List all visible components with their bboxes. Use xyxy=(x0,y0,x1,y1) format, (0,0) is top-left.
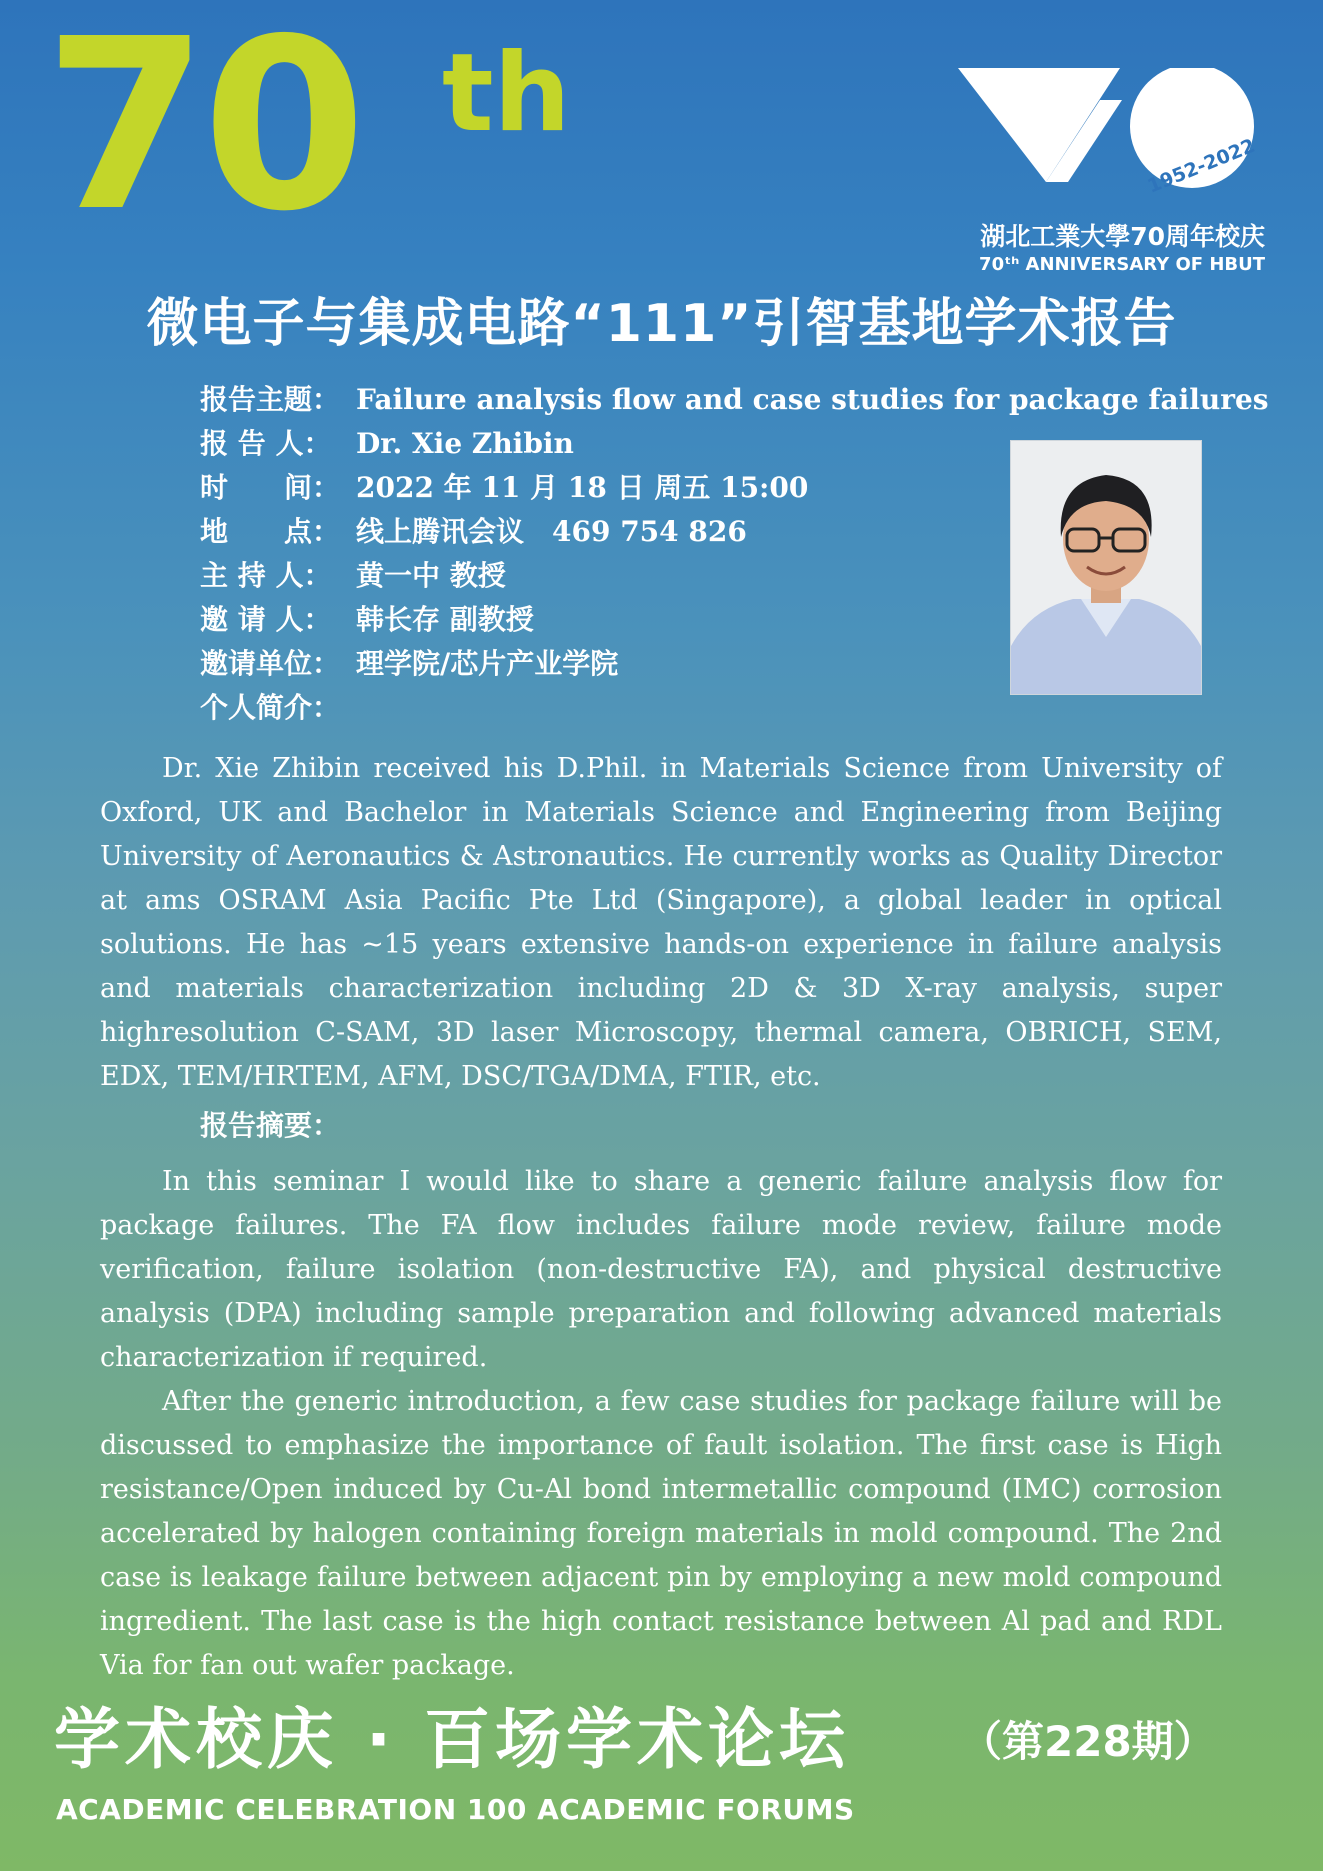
abstract-paragraph: After the generic introduction, a few case studies for package failure will be discussed to emphasize the importance of fault isolation. The first case is High resistance/Open induced by Cu-Al bond intermetallic compound (IMC) corrosion accelerated by halogen containing foreign materials in mold compound. The 2nd case is leakage failure between adjacent pin by employing a new mold compound ingredient. The last case is the high contact resistance between Al pad and RDL Via for fan out wafer package. xyxy=(100,1386,1222,1681)
speaker-photo xyxy=(1010,440,1202,695)
logo-anniversary-english: 70ᵗʰ ANNIVERSARY OF HBUT xyxy=(979,254,1265,275)
speaker-bio xyxy=(100,747,1222,1099)
info-label: 时 间： xyxy=(200,471,341,504)
info-row-bio-heading xyxy=(200,690,356,726)
forum-series-english: ACADEMIC CELEBRATION 100 ACADEMIC FORUMS xyxy=(56,1793,855,1826)
page-title: 微电子与集成电路“111”引智基地学术报告 xyxy=(146,294,1177,354)
info-label: 个人简介： xyxy=(200,691,341,724)
info-label: 主 持 人： xyxy=(200,559,332,592)
info-value: 线上腾讯会议 469 754 826 xyxy=(356,515,747,548)
info-value: Dr. Xie Zhibin xyxy=(356,427,574,460)
portrait-photo-icon xyxy=(1011,441,1201,694)
bio-paragraph: Dr. Xie Zhibin received his D.Phil. in Materials Science from University of Oxford, UK and Bachelor in Materials Science and Engineering from Beijing University of Aeronautics & Astronautics. He currently works as Quality Director at ams OSRAM Asia Pacific Pte Ltd (Singapore), a global leader in optical solutions. He has ~15 years extensive hands-on experience in failure analysis and materials characterization including 2D & 3D X-ray analysis, super highresolution C-SAM, 3D laser Microscopy, thermal camera, OBRICH, SEM, EDX, TEM/HRTEM, AFM, DSC/TGA/DMA, FTIR, etc. xyxy=(100,753,1222,1092)
info-row-time xyxy=(200,470,808,506)
info-value: 韩长存 副教授 xyxy=(356,603,534,636)
info-row-speaker xyxy=(200,426,574,462)
info-value: Failure analysis flow and case studies for package failures xyxy=(356,383,1269,416)
forum-series-title: 学术校庆 · 百场学术论坛 xyxy=(54,1701,851,1778)
info-row-inviting-unit xyxy=(200,646,618,682)
info-value: 黄一中 教授 xyxy=(356,559,506,592)
info-value: 2022 年 11 月 18 日 周五 15:00 xyxy=(356,471,809,504)
info-label: 报告主题： xyxy=(200,383,341,416)
abstract-paragraph: In this seminar I would like to share a generic failure analysis flow for package failures. The FA flow includes failure mode review, failure mode verification, failure isolation (non-destructive FA), and physical destructive analysis (DPA) including sample preparation and following advanced materials characterization if required. xyxy=(100,1166,1222,1373)
abstract-heading: 报告摘要： xyxy=(200,1109,341,1142)
info-row-inviter xyxy=(200,602,534,638)
anniversary-ordinal: th xyxy=(442,31,571,156)
info-row-topic xyxy=(200,382,1269,418)
info-value: 理学院/芯片产业学院 xyxy=(356,647,619,680)
info-label: 报 告 人： xyxy=(200,427,332,460)
info-row-location xyxy=(200,514,747,550)
logo-university-name: 湖北工業大學70周年校庆 xyxy=(980,222,1265,251)
info-row-host xyxy=(200,558,506,594)
info-label: 地 点： xyxy=(200,515,341,548)
logo-years: 1952-2022 xyxy=(1144,134,1259,198)
info-label: 邀请单位： xyxy=(200,647,341,680)
info-label: 邀 请 人： xyxy=(200,603,332,636)
anniversary-number: 70 xyxy=(44,0,361,263)
abstract-text xyxy=(100,1160,1222,1688)
issue-number: （第228期） xyxy=(960,1717,1216,1766)
